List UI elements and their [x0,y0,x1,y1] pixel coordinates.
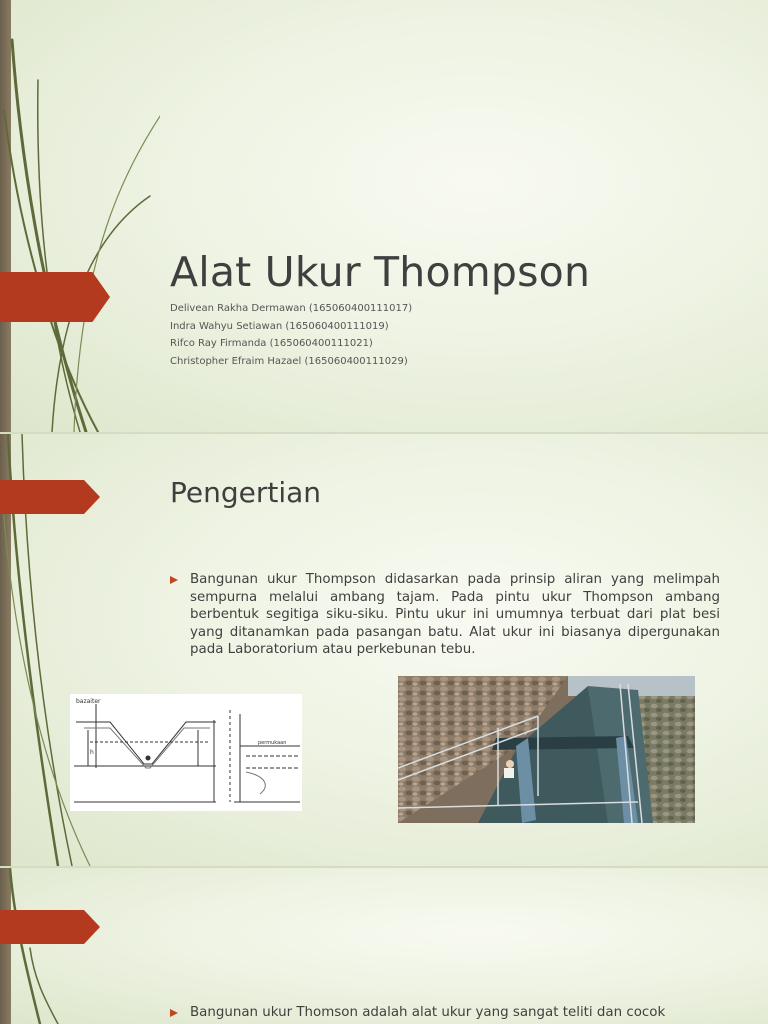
slide-title: Alat Ukur Thompson [170,248,591,296]
author-name: Rifco Ray Firmanda (165060400111021) [170,338,373,349]
definition-slide [0,434,768,866]
grass-decoration [0,0,160,432]
diagram-label: bazaiter [76,698,101,705]
next-slide [0,868,768,1024]
author-name: Indra Wahyu Setiawan (165060400111019) [170,320,389,332]
title-slide [0,0,768,432]
accent-tab [0,480,100,514]
slide-edge [0,868,11,1024]
accent-tab [0,910,100,944]
accent-tab [0,272,110,322]
diagram-label: permukaan [258,740,287,746]
content-paragraph: Bangunan ukur Thomson adalah alat ukur yang sangat teliti dan cocok [190,1005,666,1020]
section-heading: Pengertian [170,476,322,509]
slide-edge [0,0,11,432]
author-name: Christopher Efraim Hazael (165060400111029) [170,355,408,367]
bullet-arrow-icon [170,1009,178,1017]
weir-diagram [70,694,302,811]
bullet-arrow-icon [170,576,178,584]
grass-decoration [0,868,130,1024]
weir-photo [398,676,695,823]
diagram-label: h [90,749,94,756]
author-list [170,300,412,370]
author-name: Delivean Rakha Dermawan (165060400111017) [170,303,413,314]
definition-paragraph: Bangunan ukur Thompson didasarkan pada prinsip aliran yang melimpah sempurna melalui ambang tajam. Pada pintu ukur Thompson ambang berbentuk segitiga siku-siku. Pintu ukur ini umumnya terbuat dari plat besi yang ditanamkan pada pasangan batu. Alat ukur ini biasanya dipergunakan pada Laboratorium atau perkebunan tebu. [190,572,720,657]
